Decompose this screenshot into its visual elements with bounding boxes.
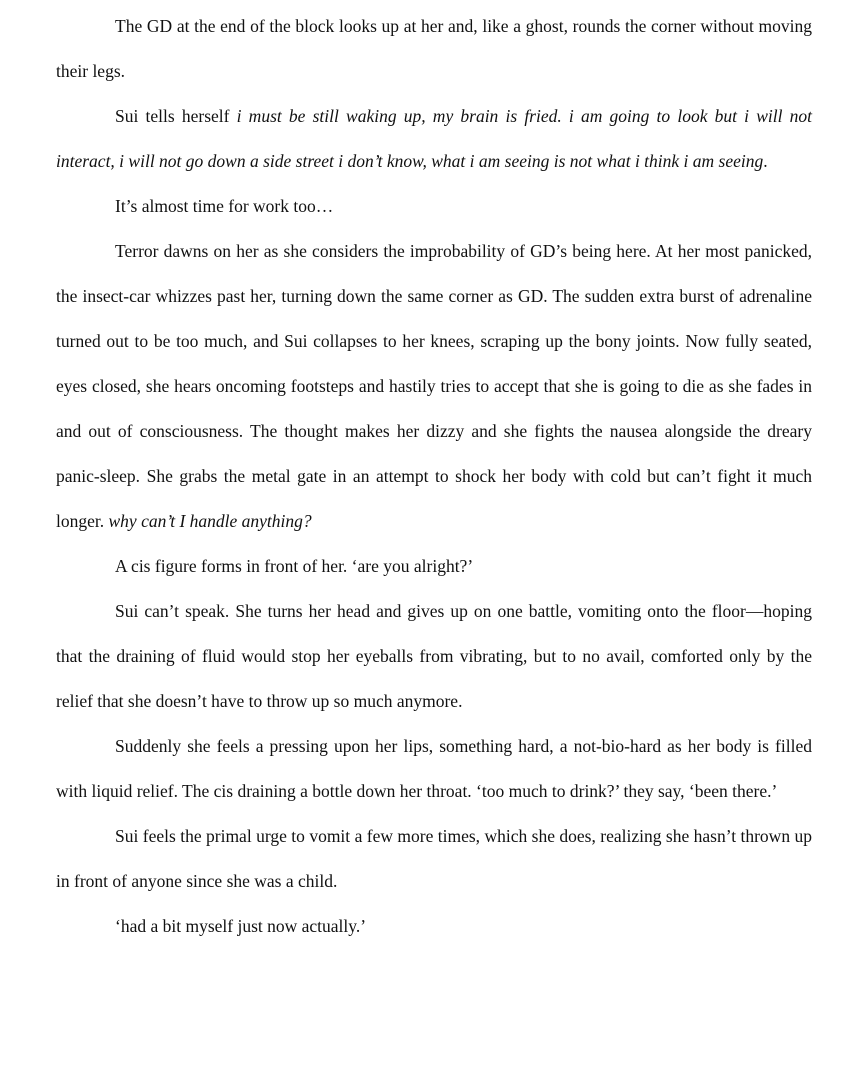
paragraph-text: Suddenly she feels a pressing upon her lips, something hard, a not-bio-hard as her body is filled with liquid relief. The cis draining a bottle down her throat. ‘too much to drink?’ they say, ‘been there.’ bbox=[56, 736, 812, 801]
paragraph-text: Sui feels the primal urge to vomit a few more times, which she does, realizing she hasn’t thrown up in front of anyone since she was a child. bbox=[56, 826, 812, 891]
paragraph-cis-figure bbox=[56, 544, 812, 589]
paragraph-text: Terror dawns on her as she considers the improbability of GD’s being here. At her most panicked, the insect-car whizzes past her, turning down the same corner as GD. The sudden extra burst of adrenaline turned out to be too much, and Sui collapses to her knees, scraping up the bony joints. Now fully seated, eyes closed, she hears oncoming footsteps and hastily tries to accept that she is going to die as she fades in and out of consciousness. The thought makes her dizzy and she fights the nausea alongside the dreary panic-sleep. She grabs the metal gate in an attempt to shock her body with cold but can’t fight it much longer. bbox=[56, 241, 812, 531]
paragraph-text: Sui can’t speak. She turns her head and gives up on one battle, vomiting onto the floor—hoping that the draining of fluid would stop her eyeballs from vibrating, but to no avail, comforted only by the relief that she doesn’t have to throw up so much anymore. bbox=[56, 601, 812, 711]
paragraph-text: . bbox=[763, 151, 768, 171]
paragraph-pressing-lips bbox=[56, 724, 812, 814]
paragraph-text: A cis figure forms in front of her. ‘are you alright?’ bbox=[115, 556, 474, 576]
paragraph-time-for-work bbox=[56, 184, 812, 229]
paragraph-text: The GD at the end of the block looks up at her and, like a ghost, rounds the corner without moving their legs. bbox=[56, 16, 812, 81]
paragraph-sui-tells-herself bbox=[56, 94, 812, 184]
italic-thought: i must be still waking up, my brain is fried. i am going to look but i will not interact, i will not go down a side street i don’t know, what i am seeing is not what i think i am seeing bbox=[56, 106, 812, 171]
paragraph-had-a-bit bbox=[56, 904, 812, 949]
paragraph-sui-cant-speak bbox=[56, 589, 812, 724]
paragraph-primal-urge bbox=[56, 814, 812, 904]
paragraph-text: It’s almost time for work too… bbox=[115, 196, 334, 216]
paragraph-ghost bbox=[56, 4, 812, 94]
italic-thought: why can’t I handle anything? bbox=[108, 511, 312, 531]
paragraph-text: Sui tells herself bbox=[115, 106, 237, 126]
paragraph-text: ‘had a bit myself just now actually.’ bbox=[115, 916, 367, 936]
paragraph-terror bbox=[56, 229, 812, 544]
